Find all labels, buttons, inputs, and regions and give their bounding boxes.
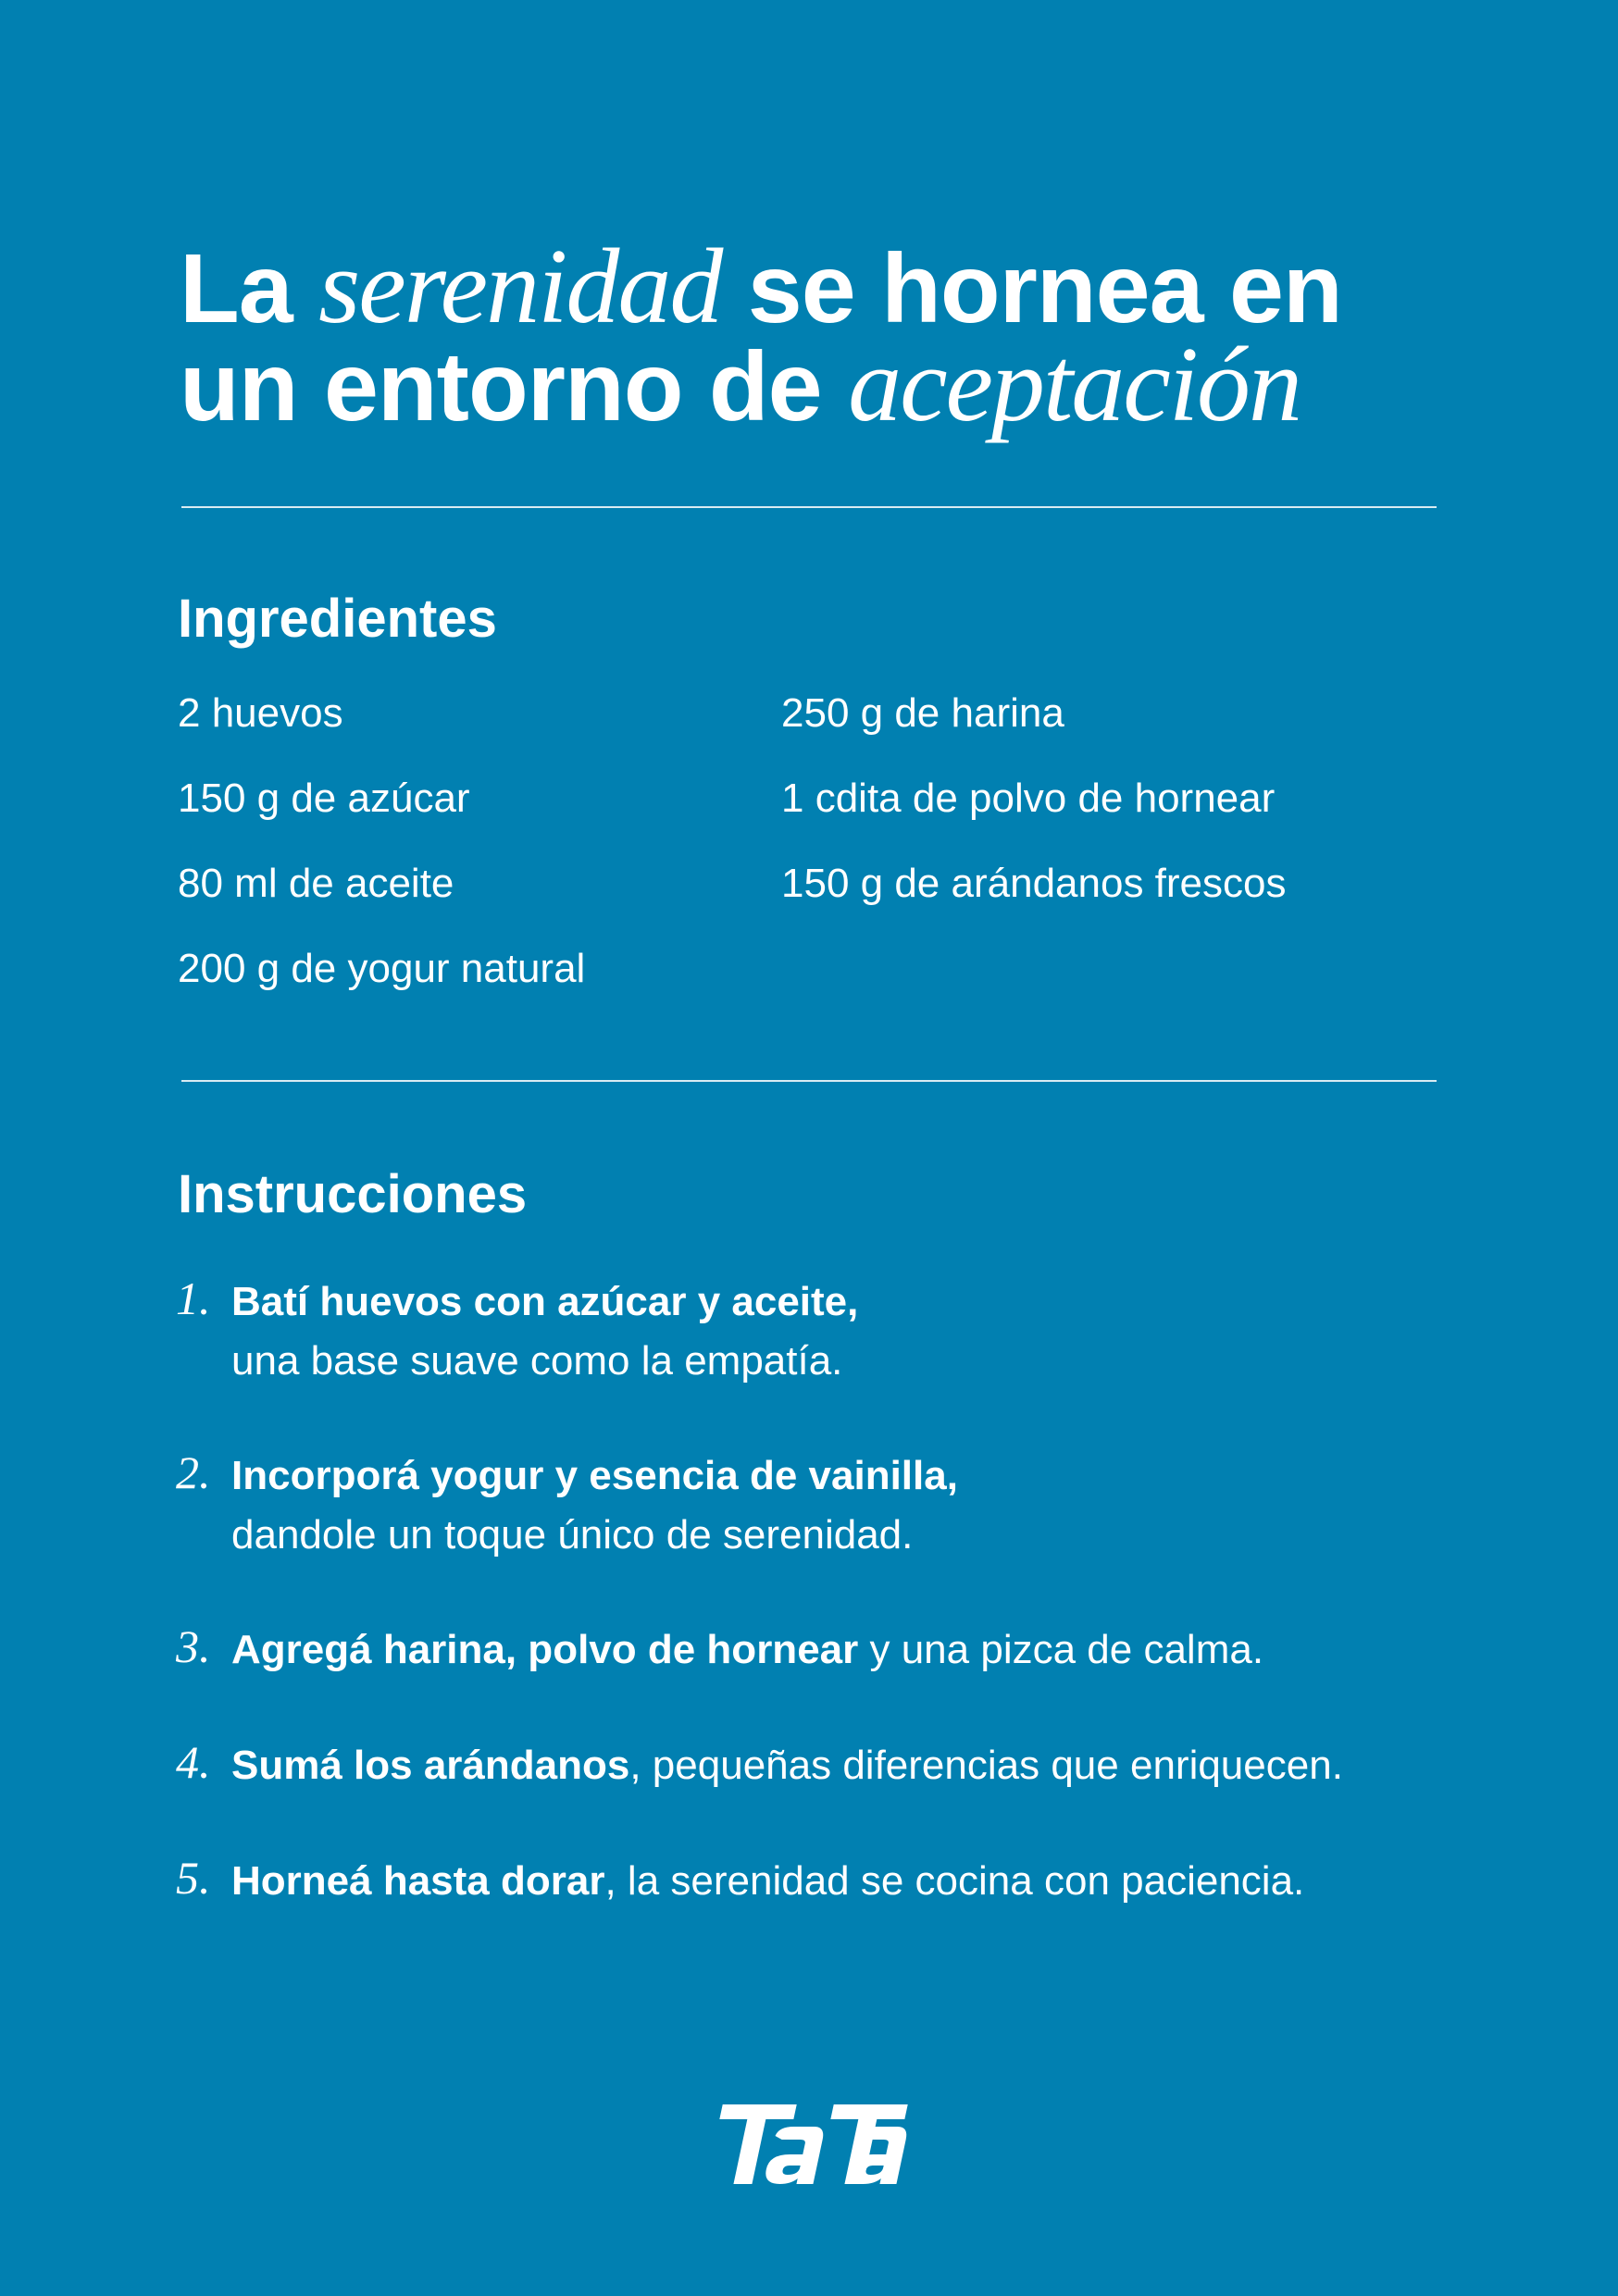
ingredient-item: 1 cdita de polvo de hornear: [781, 776, 1276, 821]
instructions-heading: Instrucciones: [178, 1164, 528, 1224]
title-text: se hornea en: [721, 234, 1342, 343]
step-number: 1.: [176, 1272, 211, 1324]
step-number: 3.: [176, 1620, 211, 1672]
step-bold: Sumá los arándanos: [231, 1743, 630, 1788]
title-text: La: [180, 234, 319, 343]
step-text: [231, 1852, 1304, 1911]
step-bold: Agregá harina, polvo de hornear: [231, 1627, 859, 1672]
title-emphasis: aceptación: [848, 326, 1301, 444]
title-line-1: [180, 228, 1475, 346]
divider: [181, 1080, 1437, 1082]
title-emphasis: serenidad: [318, 228, 722, 346]
ingredient-item: 150 g de azúcar: [178, 776, 470, 821]
page-title: [180, 228, 1475, 444]
step-bold: Horneá hasta dorar: [231, 1858, 605, 1904]
step-text: [231, 1446, 958, 1565]
step-rest: una base suave como la empatía.: [231, 1338, 843, 1384]
step-bold: Batí huevos con azúcar y aceite,: [231, 1279, 859, 1324]
ingredients-column-1: [178, 690, 585, 1031]
step-bold: Incorporá yogur y esencia de vainilla,: [231, 1453, 958, 1498]
step-number: 4.: [176, 1736, 211, 1788]
ingredients-heading: Ingredientes: [178, 589, 497, 649]
step-rest: , la serenidad se cocina con paciencia.: [604, 1858, 1305, 1904]
step-rest: y una pizca de calma.: [858, 1627, 1264, 1672]
step-rest: , pequeñas diferencias que enriquecen.: [629, 1743, 1343, 1788]
ingredient-item: 150 g de arándanos frescos: [781, 861, 1287, 906]
tata-logo: [707, 2099, 911, 2191]
step-number: 2.: [176, 1446, 211, 1498]
step-number: 5.: [176, 1852, 211, 1904]
divider: [181, 506, 1437, 508]
title-text: un entorno de: [180, 332, 849, 441]
ingredient-item: 80 ml de aceite: [178, 861, 454, 906]
ingredient-item: 200 g de yogur natural: [178, 946, 586, 991]
step-text: [231, 1272, 858, 1391]
step-text: [231, 1620, 1263, 1680]
ingredient-item: 2 huevos: [178, 690, 343, 736]
step-rest: dandole un toque único de serenidad.: [231, 1512, 914, 1558]
ingredient-item: 250 g de harina: [781, 690, 1064, 736]
ingredients-column-2: [781, 690, 1287, 946]
title-line-2: [180, 326, 1475, 444]
step-text: [231, 1736, 1343, 1795]
